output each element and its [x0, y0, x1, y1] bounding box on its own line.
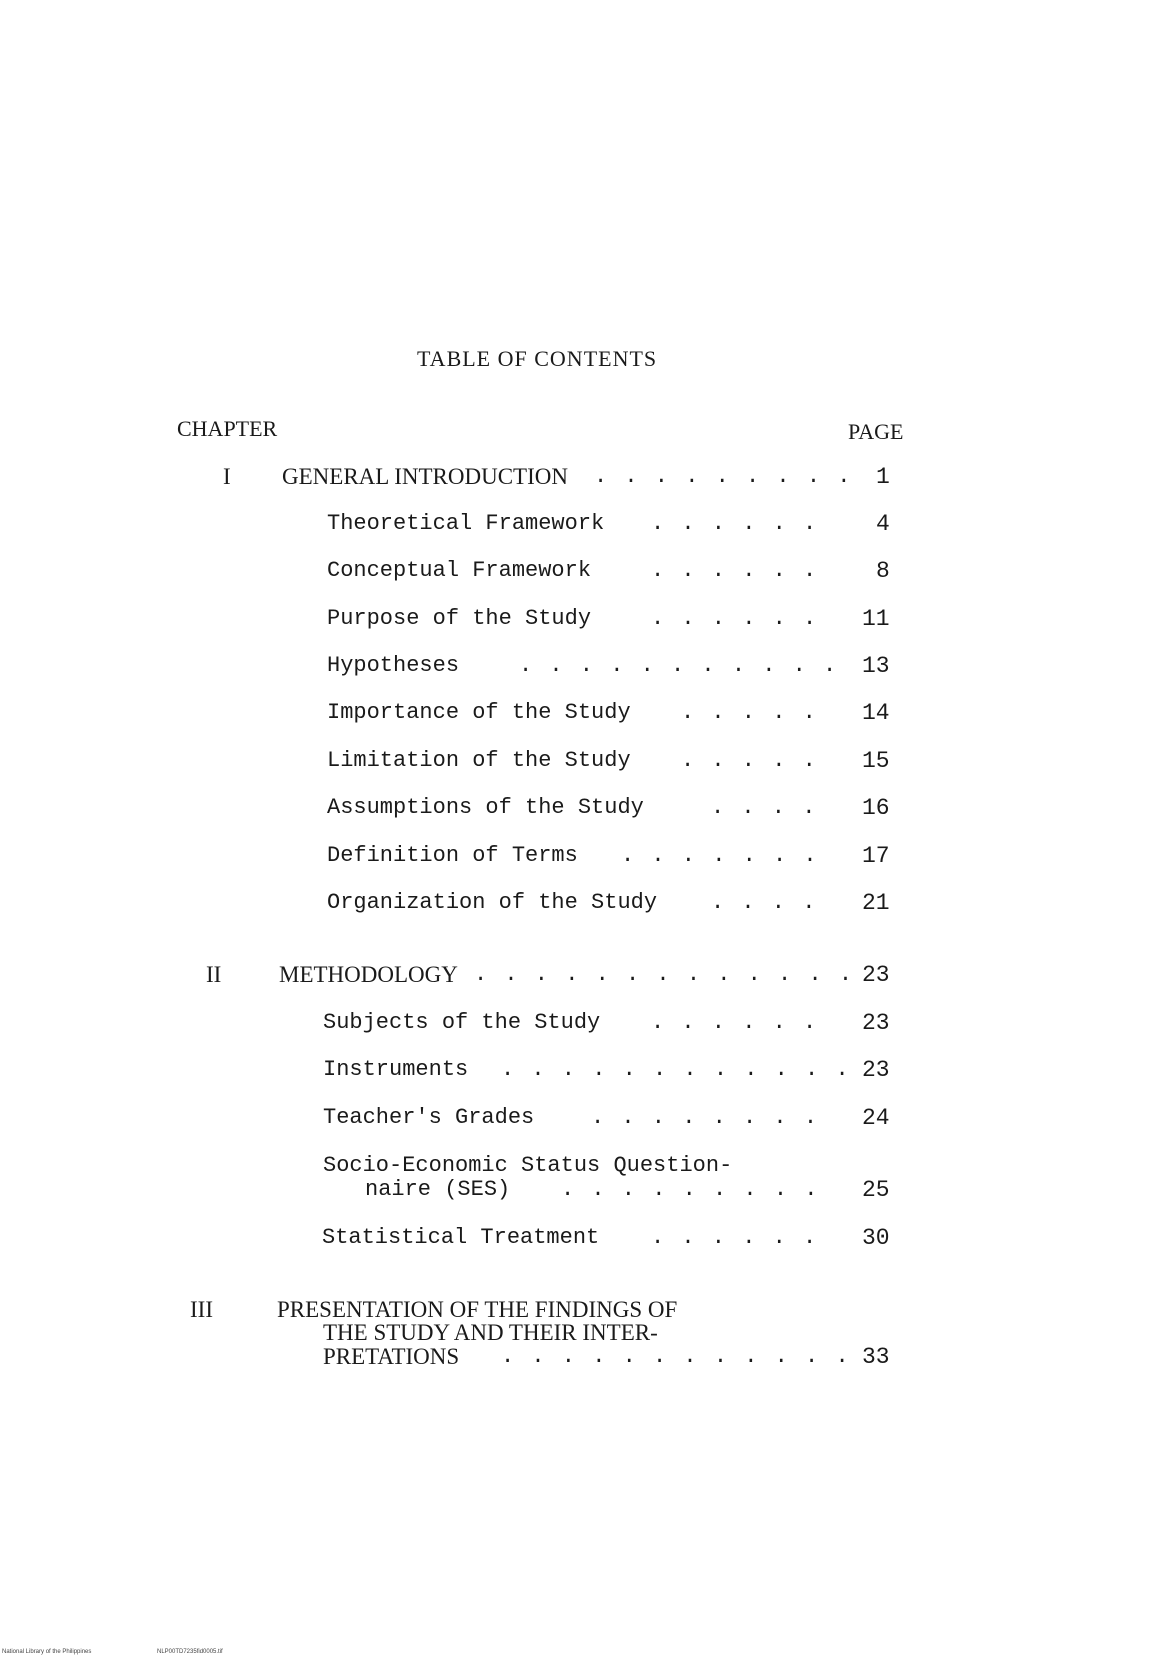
chapter-number: I — [223, 464, 231, 489]
section-title: Organization of the Study — [327, 890, 658, 915]
page-number: 13 — [862, 653, 890, 679]
dot-leader: . . . . . — [681, 700, 818, 725]
dot-leader: . . . . . — [681, 748, 818, 773]
page-number: 21 — [862, 890, 890, 916]
page-number: 1 — [876, 464, 890, 490]
dot-leader: . . . . . . . . . . . . . — [474, 962, 855, 987]
library-label: National Library of the Philippines — [2, 1649, 92, 1655]
dot-leader: . . . . — [711, 795, 818, 820]
dot-leader: . . . . . . — [651, 1010, 819, 1035]
page-number: 30 — [862, 1225, 890, 1251]
dot-leader: . . . . . . — [651, 606, 819, 631]
page-number: 8 — [876, 558, 890, 584]
dot-leader: . . . . — [711, 890, 818, 915]
page-number: 24 — [862, 1105, 890, 1131]
chapter-column-header: CHAPTER — [177, 416, 278, 441]
page-number: 17 — [862, 843, 890, 869]
page-number: 16 — [862, 795, 890, 821]
section-title: Purpose of the Study — [327, 606, 592, 631]
section-title: Theoretical Framework — [327, 511, 605, 536]
page-number: 14 — [862, 700, 890, 726]
section-title: Statistical Treatment — [322, 1225, 600, 1250]
section-title: Socio-Economic Status Question- — [323, 1153, 733, 1178]
section-title: Conceptual Framework — [327, 558, 592, 583]
chapter-title: PRESENTATION OF THE FINDINGS OF — [277, 1297, 678, 1322]
dot-leader: . . . . . . . . . — [561, 1177, 820, 1202]
dot-leader: . . . . . . — [651, 558, 819, 583]
page-number: 15 — [862, 748, 890, 774]
page-number: 25 — [862, 1177, 890, 1203]
chapter-title: METHODOLOGY — [279, 962, 458, 987]
section-title: Instruments — [323, 1057, 469, 1082]
dot-leader: . . . . . . — [651, 511, 819, 536]
dot-leader: . . . . . . — [651, 1225, 819, 1250]
file-label: NLP00TD7235fid0005.tif — [157, 1649, 223, 1655]
chapter-title-continued: PRETATIONS — [323, 1344, 460, 1369]
section-title: Assumptions of the Study — [327, 795, 644, 820]
dot-leader: . . . . . . . . — [591, 1105, 820, 1130]
page-number: 23 — [862, 1010, 890, 1036]
chapter-number: II — [206, 962, 222, 987]
chapter-title-continued: THE STUDY AND THEIR INTER- — [323, 1320, 658, 1345]
section-title: Hypotheses — [327, 653, 460, 678]
dot-leader: . . . . . . . . . — [594, 464, 853, 489]
page-number: 11 — [862, 606, 890, 632]
section-title: Definition of Terms — [327, 843, 578, 868]
section-title: Limitation of the Study — [327, 748, 631, 773]
section-title: Teacher's Grades — [323, 1105, 535, 1130]
chapter-title: GENERAL INTRODUCTION — [282, 464, 568, 489]
page-number: 33 — [862, 1344, 890, 1370]
section-title: Subjects of the Study — [323, 1010, 601, 1035]
dot-leader: . . . . . . . . . . . — [519, 653, 839, 678]
dot-leader: . . . . . . . — [621, 843, 819, 868]
page-number: 23 — [862, 962, 890, 988]
dot-leader: . . . . . . . . . . . . — [501, 1057, 851, 1082]
page-number: 4 — [876, 511, 890, 537]
dot-leader: . . . . . . . . . . . . — [501, 1344, 851, 1369]
page-title: TABLE OF CONTENTS — [417, 346, 658, 371]
chapter-number: III — [190, 1297, 213, 1322]
page-number: 23 — [862, 1057, 890, 1083]
page-column-header: PAGE — [848, 419, 904, 444]
section-title: Importance of the Study — [327, 700, 631, 725]
section-title-continued: naire (SES) — [365, 1177, 511, 1202]
